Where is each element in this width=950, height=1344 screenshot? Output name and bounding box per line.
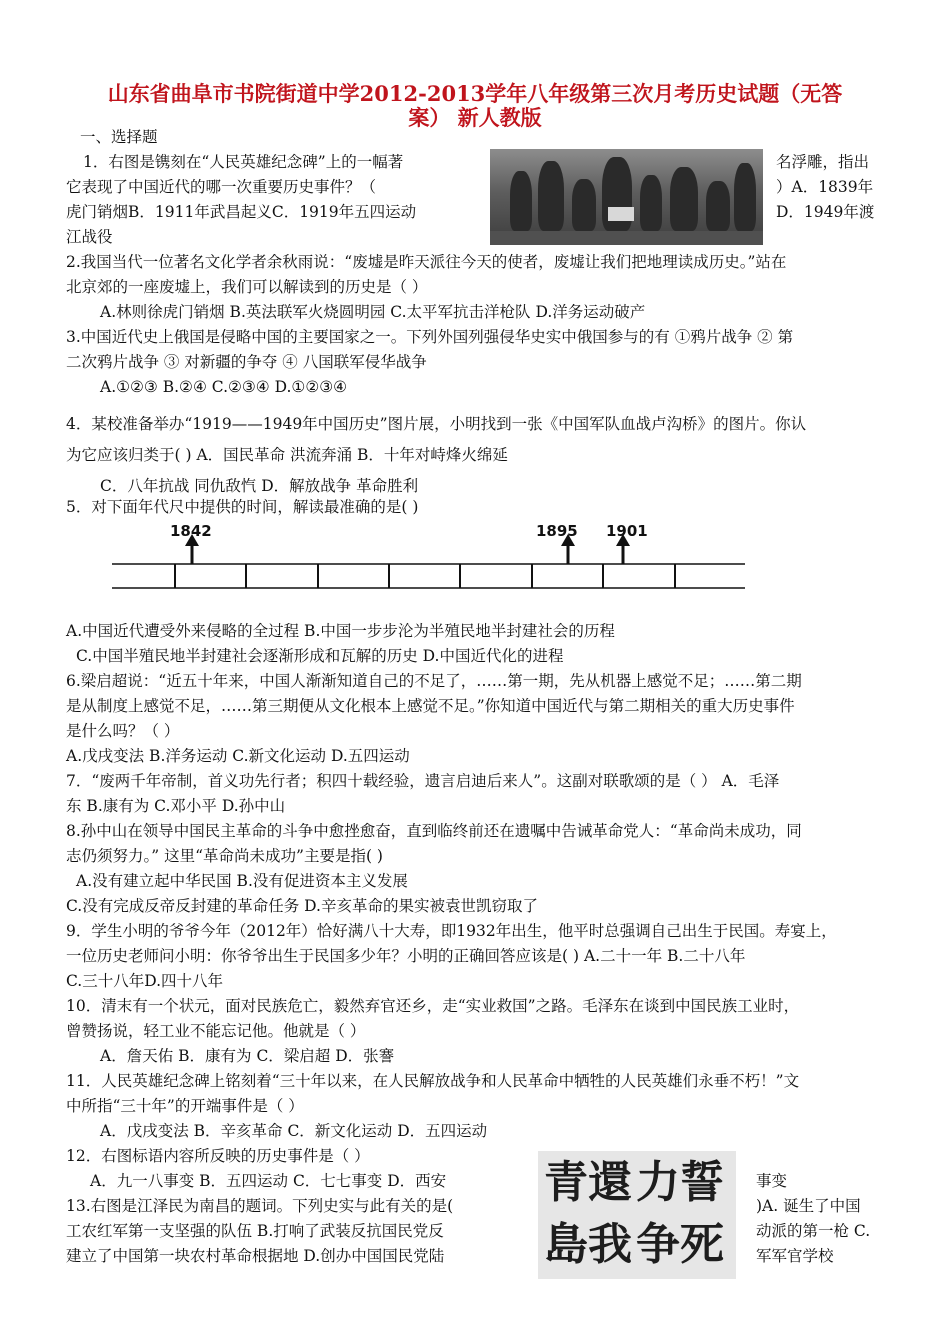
- q1-line1b: 名浮雕，指出: [776, 153, 870, 171]
- timeline-ticks: [175, 564, 675, 588]
- q8-line2: 志仍须努力。” 这里“革命尚未成功”主要是指( ): [66, 847, 383, 865]
- q12-options: A．九一八事变 B．五四运动 C．七七事变 D．西安: [90, 1172, 447, 1190]
- q5-options-ab: A.中国近代遭受外来侵略的全过程 B.中国一步步沦为半殖民地半封建社会的历程: [66, 622, 615, 640]
- slogan-char: 青: [544, 1157, 588, 1208]
- timeline-ruler: [100, 520, 750, 600]
- q3-options: A.①②③ B.②④ C.②③④ D.①②③④: [100, 378, 348, 396]
- monument-relief-image: [490, 149, 763, 245]
- q8-line1: 8.孙中山在领导中国民主革命的斗争中愈挫愈奋，直到临终前还在遗嘱中告诫革命党人：“革命尚未成功，同: [66, 822, 802, 840]
- exam-title-line1: 山东省曲阜市书院街道中学2012-2013学年八年级第三次月考历史试题（无答: [107, 81, 843, 106]
- timeline-arrow-1895: [536, 522, 578, 564]
- q9-line3: C.三十八年D.四十八年: [66, 972, 224, 990]
- slogan-char: 還: [588, 1157, 632, 1208]
- q1-line2b: ）A．1839年: [776, 178, 874, 196]
- slogan-char: 死: [680, 1219, 724, 1270]
- q11-line2: 中所指“三十年”的开端事件是（ ）: [66, 1097, 304, 1115]
- q2-line1: 2.我国当代一位著名文化学者余秋雨说：“废墟是昨天派往今天的使者，废墟让我们把地理读成历史。”站在: [66, 253, 787, 271]
- q5-line1: 5．对下面年代尺中提供的时间，解读最准确的是( ): [66, 498, 419, 516]
- timeline-label-1842: 1842: [170, 522, 212, 540]
- q1-line3b: D．1949年渡: [776, 203, 875, 221]
- timeline-label-1895: 1895: [536, 522, 578, 540]
- exam-title-line2: 案） 新人教版: [408, 105, 542, 130]
- q13-line2a: 工农红军第一支坚强的队伍 B.打响了武装反抗国民党反: [66, 1222, 444, 1240]
- q5-options-cd: C.中国半殖民地半封建社会逐渐形成和瓦解的历史 D.中国近代化的进程: [76, 647, 564, 665]
- q6-line1: 6.梁启超说：“近五十年来，中国人渐渐知道自己的不足了，……第一期，先从机器上感觉不足；……第二期: [66, 672, 802, 690]
- q6-line3: 是什么吗？（ ）: [66, 722, 180, 740]
- q10-line2: 曾赞扬说，轻工业不能忘记他。他就是（ ）: [66, 1022, 366, 1040]
- q1-line1a: 1．右图是镌刻在“人民英雄纪念碑”上的一幅著: [83, 153, 404, 171]
- q4-line3: C．八年抗战 同仇敌忾 D．解放战争 革命胜利: [100, 477, 419, 495]
- q13-line3b: 军军官学校: [756, 1247, 834, 1265]
- q9-line2: 一位历史老师问小明：你爷爷出生于民国多少年？小明的正确回答应该是( ) A.二十一年 B.二十八年: [66, 947, 746, 965]
- timeline-arrow-1842: [170, 522, 212, 564]
- q7-line2: 东 B.康有为 C.邓小平 D.孙中山: [66, 797, 286, 815]
- q4-line1: 4．某校准备举办“1919——1949年中国历史”图片展，小明找到一张《中国军队血战卢沟桥》的图片。你认: [66, 415, 807, 433]
- q3-line1: 3.中国近代史上俄国是侵略中国的主要国家之一。下列外国列强侵华史实中俄国参与的有 ①鸦片战争 ② 第: [66, 328, 794, 346]
- q4-line2: 为它应该归类于( ) A．国民革命 洪流奔涌 B．十年对峙烽火绵延: [66, 446, 508, 464]
- q8-options-ab: A.没有建立起中华民国 B.没有促进资本主义发展: [76, 872, 408, 890]
- slogan-char: 力: [636, 1157, 680, 1208]
- q11-options: A．戊戌变法 B．辛亥革命 C．新文化运动 D．五四运动: [100, 1122, 488, 1140]
- q2-line2: 北京郊的一座废墟上，我们可以解读到的历史是（ ）: [66, 278, 428, 296]
- q13-line2b: 动派的第一枪 C.: [756, 1222, 871, 1240]
- q13-line1a: 13.右图是江泽民为南昌的题词。下列史实与此有关的是(: [66, 1197, 454, 1215]
- q3-line2: 二次鸦片战争 ③ 对新疆的争夺 ④ 八国联军侵华战争: [66, 353, 427, 371]
- q8-options-cd: C.没有完成反帝反封建的革命任务 D.辛亥革命的果实被袁世凯窃取了: [66, 897, 538, 915]
- timeline-arrow-1901: [606, 522, 648, 564]
- q13-line3a: 建立了中国第一块农村革命根据地 D.创办中国国民党陆: [66, 1247, 445, 1265]
- slogan-char: 誓: [680, 1157, 724, 1208]
- q2-options: A.林则徐虎门销烟 B.英法联军火烧圆明园 C.太平军抗击洋枪队 D.洋务运动破产: [100, 303, 646, 321]
- q12-options-tail: 事变: [756, 1172, 788, 1190]
- q6-options: A.戊戌变法 B.洋务运动 C.新文化运动 D.五四运动: [66, 747, 410, 765]
- slogan-calligraphy-image: [538, 1151, 736, 1279]
- q1-line4: 江战役: [66, 228, 113, 246]
- slogan-char: 争: [636, 1219, 680, 1270]
- q1-line2a: 它表现了中国近代的哪一次重要历史事件？（: [66, 178, 377, 196]
- q12-line1: 12．右图标语内容所反映的历史事件是（ ）: [66, 1147, 370, 1165]
- q9-line1: 9．学生小明的爷爷今年（2012年）恰好满八十大寿，即1932年出生，他平时总强调自己出生于民国。寿宴上，: [66, 922, 837, 940]
- section-heading: 一、选择题: [80, 128, 158, 146]
- q6-line2: 是从制度上感觉不足，……第三期便从文化根本上感觉不足。”你知道中国近代与第二期相关的重大历史事件: [66, 697, 795, 715]
- timeline-label-1901: 1901: [606, 522, 648, 540]
- q7-line1: 7．“废两千年帝制，首义功先行者；积四十载经验，遗言启迪后来人”。这副对联歌颂的是（ ） A．毛泽: [66, 772, 780, 790]
- q10-line1: 10．清末有一个状元，面对民族危亡，毅然弃官还乡，走“实业救国”之路。毛泽东在谈到中国民族工业时，: [66, 997, 800, 1015]
- slogan-char: 我: [588, 1219, 632, 1270]
- q13-line1b: )A. 诞生了中国: [756, 1197, 861, 1215]
- slogan-char: 島: [544, 1219, 588, 1270]
- q1-line3a: 虎门销烟B．1911年武昌起义C．1919年五四运动: [66, 203, 417, 221]
- q11-line1: 11．人民英雄纪念碑上铭刻着“三十年以来，在人民解放战争和人民革命中牺牲的人民英雄们永垂不朽！”文: [66, 1072, 800, 1090]
- q10-options: A．詹天佑 B．康有为 C．梁启超 D．张謇: [100, 1047, 395, 1065]
